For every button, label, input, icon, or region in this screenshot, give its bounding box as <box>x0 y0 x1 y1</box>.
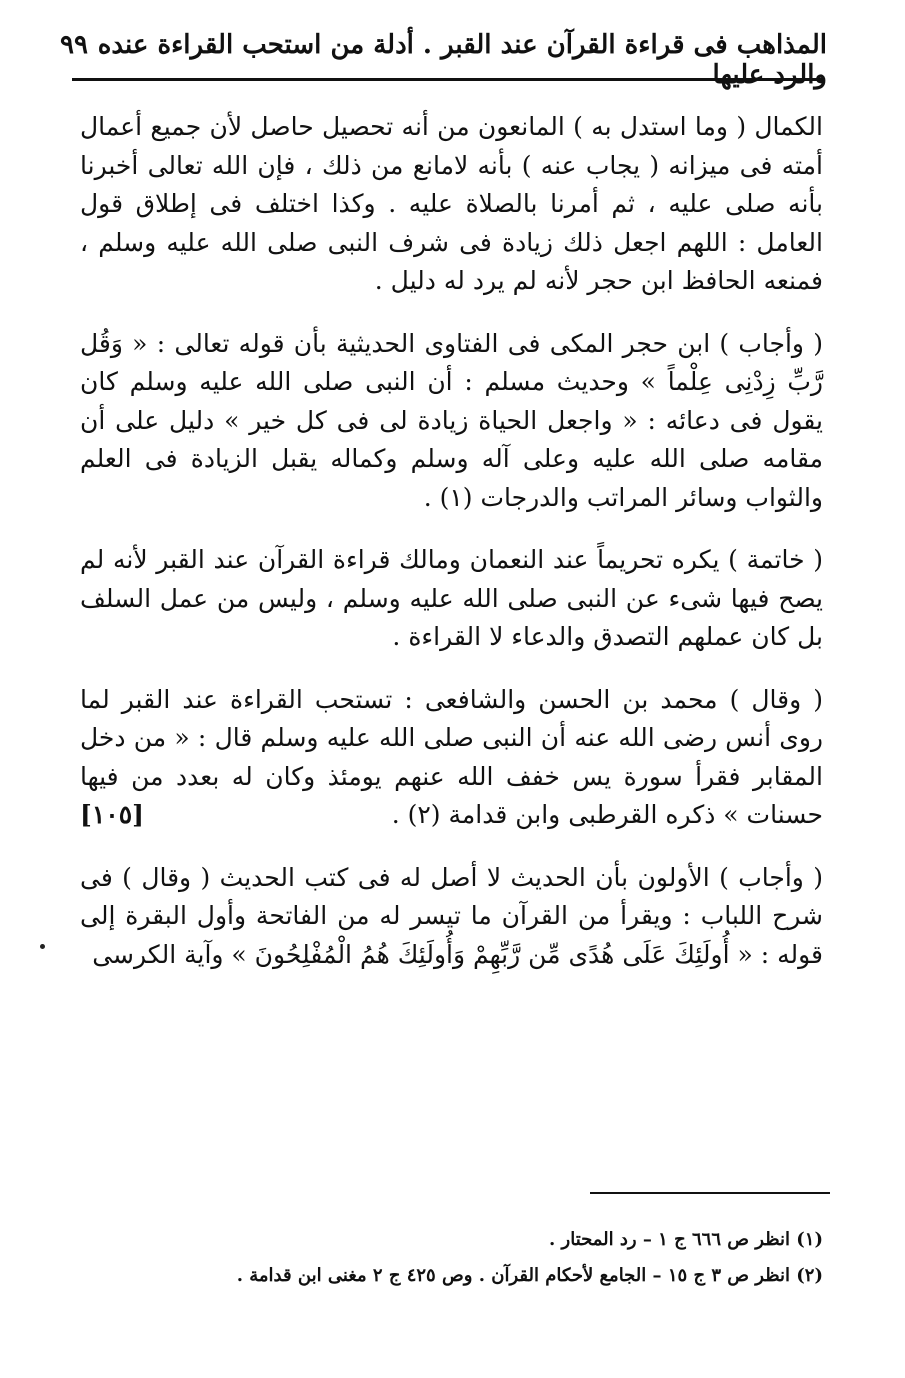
running-header <box>60 30 827 90</box>
paragraph-shafii <box>80 681 823 835</box>
paragraph-ibn-hajar-answer: ( وأجاب ) ابن حجر المكى فى الفتاوى الحديثية بأن قوله تعالى : « وَقُل رَّبِّ زِدْنِى عِلْماً » وحديث مسلم : أن النبى صلى الله عليه وسلم كان يقول فى دعائه : « واجعل الحياة زيادة لى فى كل خير » دليل على أن مقامه صلى الله عليه وعلى آله وسلم وكماله يقبل الزيادة فى العلم والثواب وسائر المراتب والدرجات (١) . <box>80 328 823 512</box>
footnotes <box>80 1222 823 1294</box>
footnote-1: (١) انظر ص ٦٦٦ ج ١ – رد المحتار . <box>548 1229 823 1250</box>
paragraph-khatima: ( خاتمة ) يكره تحريماً عند النعمان ومالك قراءة القرآن عند القبر لأنه لم يصح فيها شىء عن النبى صلى الله عليه وسلم ، وليس من عمل السلف بل كان عملهم التصدق والدعاء لا القراءة . <box>80 545 823 651</box>
paragraph-shafii-text: ( وقال ) محمد بن الحسن والشافعى : تستحب القراءة عند القبر لما روى أنس رضى الله عنه أن النبى صلى الله عليه وسلم قال : « من دخل المقابر فقرأ سورة يس خفف الله عنهم يومئذ وكان له بعدد من فيها حسنات » ذكره القرطبى وابن قدامة (٢) . <box>80 684 823 829</box>
reference-tag: [١٠٥] <box>80 800 144 829</box>
page-number: ٩٩ <box>60 30 88 60</box>
header-rule <box>72 78 825 81</box>
body-text <box>80 108 823 974</box>
header-title: المذاهب فى قراءة القرآن عند القبر . أدلة من استحب القراءة عنده والرد عليها <box>97 30 827 90</box>
paragraph-awwalun-answer: ( وأجاب ) الأولون بأن الحديث لا أصل له فى كتب الحديث ( وقال ) فى شرح اللباب : ويقرأ من القرآن ما تيسر له من الفاتحة وأول البقرة إلى قوله : « أُولَئِكَ عَلَى هُدًى مِّن رَّبِّهِمْ وَأُولَئِكَ هُمُ الْمُفْلِحُونَ » وآية الكرسى <box>80 862 823 969</box>
margin-dot <box>40 944 45 949</box>
paragraph-kamal: الكمال ( وما استدل به ) المانعون من أنه تحصيل حاصل لأن جميع أعمال أمته فى ميزانه ( يجاب عنه ) بأنه لامانع من ذلك ، فإن الله تعالى أخبرنا بأنه صلى عليه ، ثم أمرنا بالصلاة عليه . وكذا اختلف فى إطلاق قول العامل : اللهم اجعل ذلك زيادة فى شرف النبى صلى الله عليه وسلم ، فمنعه الحافظ ابن حجر لأنه لم يرد له دليل . <box>80 112 823 295</box>
footnote-2: (٢) انظر ص ٣ ج ١٥ – الجامع لأحكام القرآن . وص ٤٢٥ ج ٢ مغنى ابن قدامة . <box>236 1265 823 1286</box>
footnote-rule <box>590 1192 830 1194</box>
